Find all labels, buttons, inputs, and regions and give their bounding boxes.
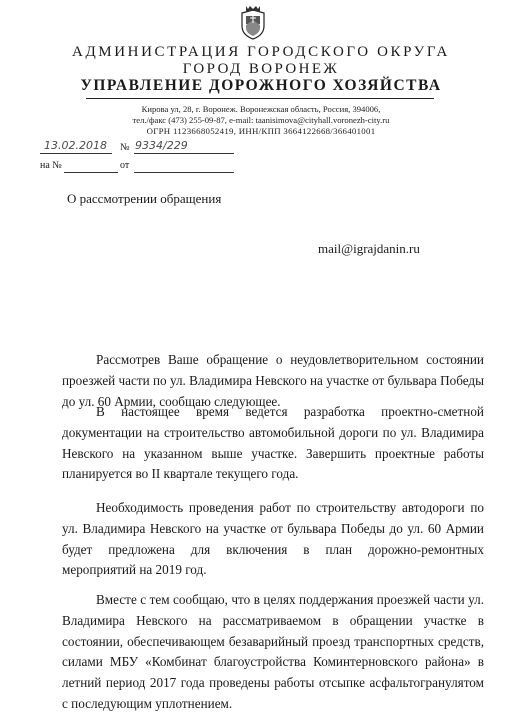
city-coat-of-arms-icon [238, 4, 268, 40]
reply-date-underline [134, 172, 234, 173]
reply-number-underline [64, 172, 118, 173]
body-paragraph: Необходимость проведения работ по строительству автодороги по ул. Владимира Невского на участке от бульвара Победы до ул. 60 Армии будет предложена для включения в план дорожно-ремонтных мероприятий на 2019 год. [62, 500, 484, 578]
registration-codes-line: ОГРН 1123668052419, ИНН/КПП 3664122668/366401001 [146, 126, 376, 136]
reply-number-label: на № [40, 160, 62, 171]
outgoing-number-label: № [120, 142, 130, 153]
body-paragraph: Вместе с тем сообщаю, что в целях поддержания проезжей части ул. Владимира Невского на рассматриваемом в обращении участке в состоянии, обеспечивающем безаварийный проезд транспортных средств, силами МБУ «Комбинат благоустройства Коминтерновского района» в летний период 2017 года проведены работы отсыпке асфальтогранулятом с последующим уплотнением. [62, 592, 484, 711]
number-underline [134, 153, 234, 154]
department-name: УПРАВЛЕНИЕ ДОРОЖНОГО ХОЗЯЙСТВА [80, 77, 442, 94]
letter-subject: О рассмотрении обращения [67, 191, 222, 206]
body-paragraph: В настоящее время ведется разработка проектно-сметной документации на строительство автомобильной дороги по ул. Владимира Невского на указанном выше участке. Завершить проектные работы планируется во II квартале текущего года. [62, 404, 484, 482]
org-name-line-1: АДМИНИСТРАЦИЯ ГОРОДСКОГО ОКРУГА [72, 44, 450, 60]
contact-line: тел./факс (473) 255-09-87, e-mail: taanisimova@cityhall.voronezh-city.ru [132, 115, 390, 125]
header-divider [86, 98, 434, 99]
outgoing-number-handwritten: 9334/229 [135, 139, 188, 152]
outgoing-date-handwritten: 13.02.2018 [44, 139, 107, 152]
org-name-line-2: ГОРОД ВОРОНЕЖ [182, 61, 340, 77]
addressee-email: mail@igrajdanin.ru [318, 241, 420, 256]
body-paragraph: Рассмотрев Ваше обращение о неудовлетворительном состоянии проезжей части по ул. Владимира Невского на участке от бульвара Победы до ул. 60 Армии, сообщаю следующее. [62, 352, 484, 409]
date-underline [40, 153, 112, 154]
reply-date-label: от [120, 160, 130, 171]
address-line: Кирова ул, 28, г. Воронеж. Воронежская область, Россия, 394006, [141, 104, 381, 114]
